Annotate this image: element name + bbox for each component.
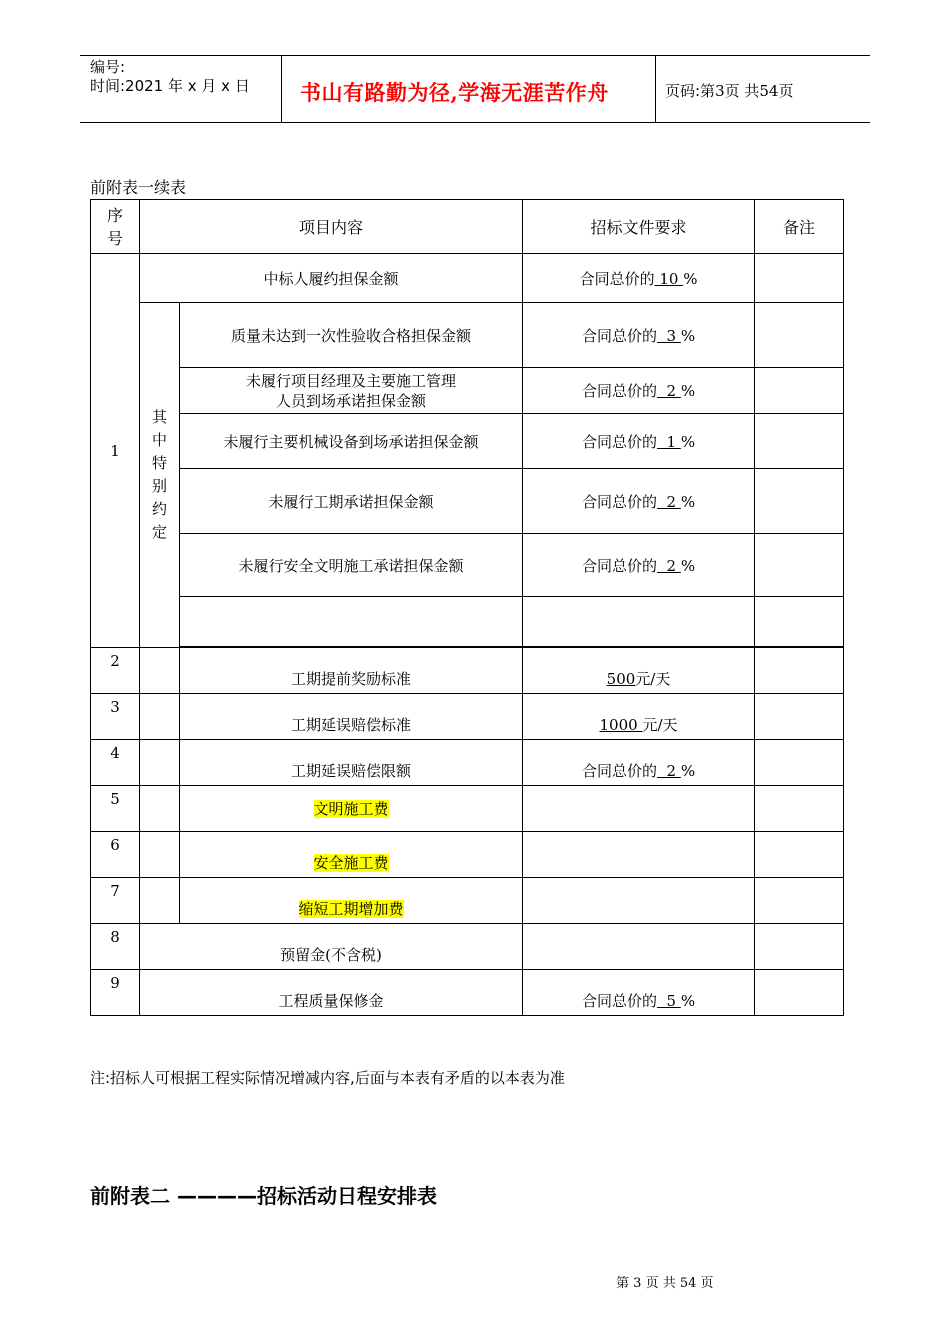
row-seq: 8 [91, 924, 140, 970]
row-sub-blank [140, 740, 180, 786]
row-sub-blank [140, 648, 180, 694]
header-content: 项目内容 [140, 200, 523, 254]
table-row [91, 786, 844, 832]
row-seq: 7 [91, 878, 140, 924]
row-seq: 2 [91, 648, 140, 694]
row-content: 工期延误赔偿限额 [180, 740, 523, 786]
row-requirement: 合同总价的 2 % [523, 368, 755, 414]
row-content [180, 597, 523, 647]
table-row-empty [91, 597, 844, 647]
row-remarks [755, 786, 844, 832]
row-seq: 3 [91, 694, 140, 740]
header-divider-right [655, 55, 656, 122]
table-note: 注:招标人可根据工程实际情况增减内容,后面与本表有矛盾的以本表为准 [90, 1069, 565, 1087]
row-requirement [523, 786, 755, 832]
row-content: 质量未达到一次性验收合格担保金额 [180, 303, 523, 368]
table-row [91, 303, 844, 368]
row-requirement [523, 597, 755, 647]
row-content: 未履行工期承诺担保金额 [180, 469, 523, 534]
header-bottom-rule [80, 122, 870, 123]
table-row [91, 534, 844, 597]
footer-mid: 页 共 [645, 1276, 676, 1291]
table-row [91, 970, 844, 1016]
header-seq: 序号 [91, 200, 140, 254]
row-content: 工程质量保修金 [140, 970, 523, 1016]
row-requirement: 合同总价的 10 % [523, 254, 755, 303]
row-content: 缩短工期增加费 [180, 878, 523, 924]
row-requirement: 合同总价的 2 % [523, 740, 755, 786]
header-motto: 书山有路勤为径,学海无涯苦作舟 [300, 80, 609, 105]
row-content: 中标人履约担保金额 [140, 254, 523, 303]
row-sub-blank [140, 832, 180, 878]
special-terms-label: 其中特别约定 [140, 303, 180, 648]
row-requirement: 合同总价的 2 % [523, 469, 755, 534]
footer-total-pages: 54 [679, 1276, 697, 1291]
row-remarks [755, 740, 844, 786]
row-content: 安全施工费 [180, 832, 523, 878]
row-content: 工期延误赔偿标准 [180, 694, 523, 740]
row-sub-blank [140, 878, 180, 924]
table-row [91, 469, 844, 534]
footer-page-number [616, 1272, 714, 1291]
row-requirement [523, 924, 755, 970]
row-content: 未履行安全文明施工承诺担保金额 [180, 534, 523, 597]
page-label: 页码:第 [665, 82, 716, 100]
footer-suffix: 页 [700, 1276, 714, 1291]
row-requirement [523, 878, 755, 924]
table-row [91, 694, 844, 740]
row-requirement: 1000 元/天 [523, 694, 755, 740]
row-sub-blank [140, 694, 180, 740]
row-requirement [523, 832, 755, 878]
table-row [91, 254, 844, 303]
row-remarks [755, 924, 844, 970]
row-remarks [755, 254, 844, 303]
table-row [91, 740, 844, 786]
row-remarks [755, 832, 844, 878]
header-remarks: 备注 [755, 200, 844, 254]
row-remarks [755, 469, 844, 534]
row-seq: 6 [91, 832, 140, 878]
row-seq: 5 [91, 786, 140, 832]
conditions-table [90, 199, 844, 1016]
table-row [91, 924, 844, 970]
section-title: 前附表二 ————招标活动日程安排表 [90, 1184, 437, 1208]
page-total: 54 [759, 82, 779, 100]
row-remarks [755, 597, 844, 647]
header-divider-left [281, 55, 282, 122]
header-top-rule [80, 55, 870, 56]
page-end-label: 页 [778, 82, 794, 100]
row-remarks [755, 694, 844, 740]
table-row [91, 414, 844, 469]
footer-prefix: 第 [616, 1276, 630, 1291]
row-requirement: 合同总价的 3 % [523, 303, 755, 368]
table-row [91, 648, 844, 694]
table-caption: 前附表一续表 [90, 178, 187, 197]
row-remarks [755, 368, 844, 414]
document-number-label: 编号: [90, 58, 126, 76]
row-requirement: 合同总价的 1 % [523, 414, 755, 469]
row-remarks [755, 878, 844, 924]
table-header-row [91, 200, 844, 254]
header-requirement: 招标文件要求 [523, 200, 755, 254]
table-row [91, 368, 844, 414]
row-remarks [755, 970, 844, 1016]
document-time-label: 时间:2021 年 x 月 x 日 [90, 77, 250, 95]
row-seq: 1 [91, 254, 140, 648]
page-current: 3 [715, 82, 725, 100]
footer-current-page: 3 [633, 1276, 642, 1291]
row-requirement: 合同总价的 2 % [523, 534, 755, 597]
row-content: 预留金(不含税) [140, 924, 523, 970]
row-sub-blank [140, 786, 180, 832]
page-mid-label: 页 共 [724, 82, 760, 100]
header-page-indicator [665, 80, 794, 101]
row-content: 工期提前奖励标准 [180, 648, 523, 694]
row-requirement: 合同总价的 5 % [523, 970, 755, 1016]
row-seq: 4 [91, 740, 140, 786]
row-content: 文明施工费 [180, 786, 523, 832]
row-remarks [755, 534, 844, 597]
row-remarks [755, 414, 844, 469]
row-requirement: 500元/天 [523, 648, 755, 694]
row-content: 未履行项目经理及主要施工管理 人员到场承诺担保金额 [180, 368, 523, 414]
table-row [91, 832, 844, 878]
row-seq: 9 [91, 970, 140, 1016]
row-remarks [755, 303, 844, 368]
table-row [91, 878, 844, 924]
row-content: 未履行主要机械设备到场承诺担保金额 [180, 414, 523, 469]
row-remarks [755, 648, 844, 694]
